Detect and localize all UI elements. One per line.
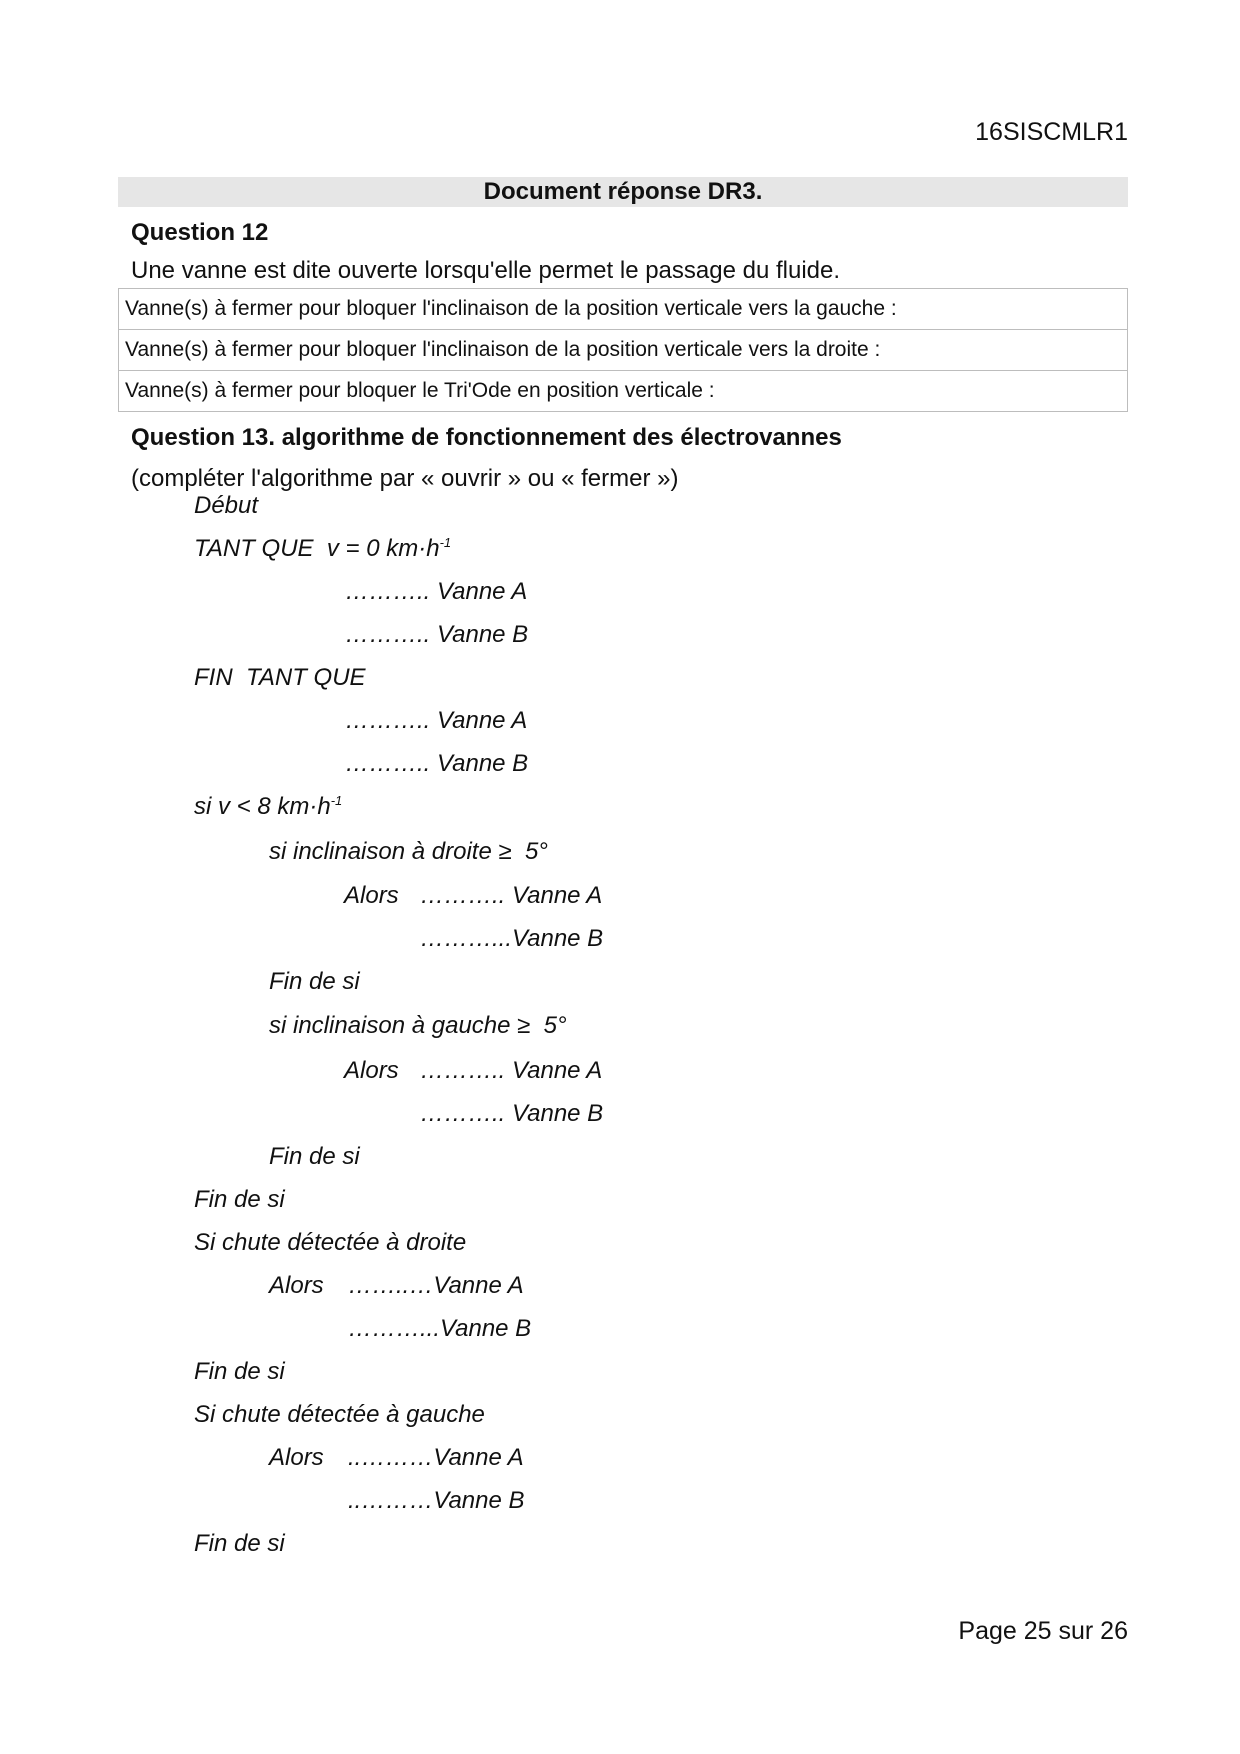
algo-fin-de-si: Fin de si	[194, 1186, 285, 1213]
algo-line-vanne-a: ……….. Vanne A	[345, 578, 528, 605]
algo-si-chute-droite: Si chute détectée à droite	[194, 1229, 467, 1256]
algo-alors: Alors	[344, 1057, 399, 1084]
exponent: -1	[439, 535, 452, 550]
algo-si-v-text: si v < 8 km·h	[194, 793, 331, 820]
algo-si-chute-gauche: Si chute détectée à gauche	[194, 1401, 485, 1428]
algo-line-vanne-b: ………...Vanne B	[348, 1315, 532, 1342]
algo-tant-que	[194, 535, 451, 563]
question-12-text: Une vanne est dite ouverte lorsqu'elle permet le passage du fluide.	[131, 257, 841, 284]
document-code: 16SISCMLR1	[975, 118, 1128, 146]
algo-fin-de-si: Fin de si	[269, 968, 360, 995]
algo-si-inclinaison-droite: si inclinaison à droite ≥ 5°	[269, 838, 548, 865]
algo-line-vanne-a: ……….. Vanne A	[345, 707, 528, 734]
algo-tant-que-text: TANT QUE v = 0 km·h	[194, 535, 440, 562]
algo-fin-tant-que: FIN TANT QUE	[194, 664, 366, 691]
question-13-instruction: (compléter l'algorithme par « ouvrir » ou « fermer »)	[131, 465, 679, 492]
algo-line-vanne-a: ……..…Vanne A	[348, 1272, 524, 1299]
document-title: Document réponse DR3.	[118, 177, 1128, 207]
question-13-heading: Question 13. algorithme de fonctionnement des électrovannes	[131, 424, 842, 451]
algo-si-v	[194, 793, 342, 821]
algo-line-vanne-a: ……….. Vanne A	[420, 1057, 603, 1084]
algo-alors: Alors	[269, 1444, 324, 1471]
algo-fin-de-si: Fin de si	[194, 1358, 285, 1385]
algo-fin-de-si: Fin de si	[194, 1530, 285, 1557]
algo-debut: Début	[194, 492, 259, 519]
page-number: Page 25 sur 26	[958, 1617, 1128, 1645]
table-cell: Vanne(s) à fermer pour bloquer l'inclinaison de la position verticale vers la droite :	[119, 330, 1128, 371]
algo-line-vanne-b: ……….. Vanne B	[345, 621, 529, 648]
exponent: -1	[330, 793, 343, 808]
algo-line-vanne-a: ……….. Vanne A	[420, 882, 603, 909]
algo-si-inclinaison-gauche: si inclinaison à gauche ≥ 5°	[269, 1012, 567, 1039]
table-cell: Vanne(s) à fermer pour bloquer l'inclinaison de la position verticale vers la gauche :	[119, 289, 1128, 330]
algo-line-vanne-b: ……….. Vanne B	[345, 750, 529, 777]
algo-alors: Alors	[269, 1272, 324, 1299]
algo-line-vanne-a: ..………Vanne A	[348, 1444, 524, 1471]
table-cell: Vanne(s) à fermer pour bloquer le Tri'Ode en position verticale :	[119, 371, 1128, 412]
algo-line-vanne-b: ..………Vanne B	[348, 1487, 525, 1514]
question-12-heading: Question 12	[131, 219, 269, 246]
algo-line-vanne-b: ………...Vanne B	[420, 925, 604, 952]
algo-fin-de-si: Fin de si	[269, 1143, 360, 1170]
algo-alors: Alors	[344, 882, 399, 909]
algo-line-vanne-b: ……….. Vanne B	[420, 1100, 604, 1127]
